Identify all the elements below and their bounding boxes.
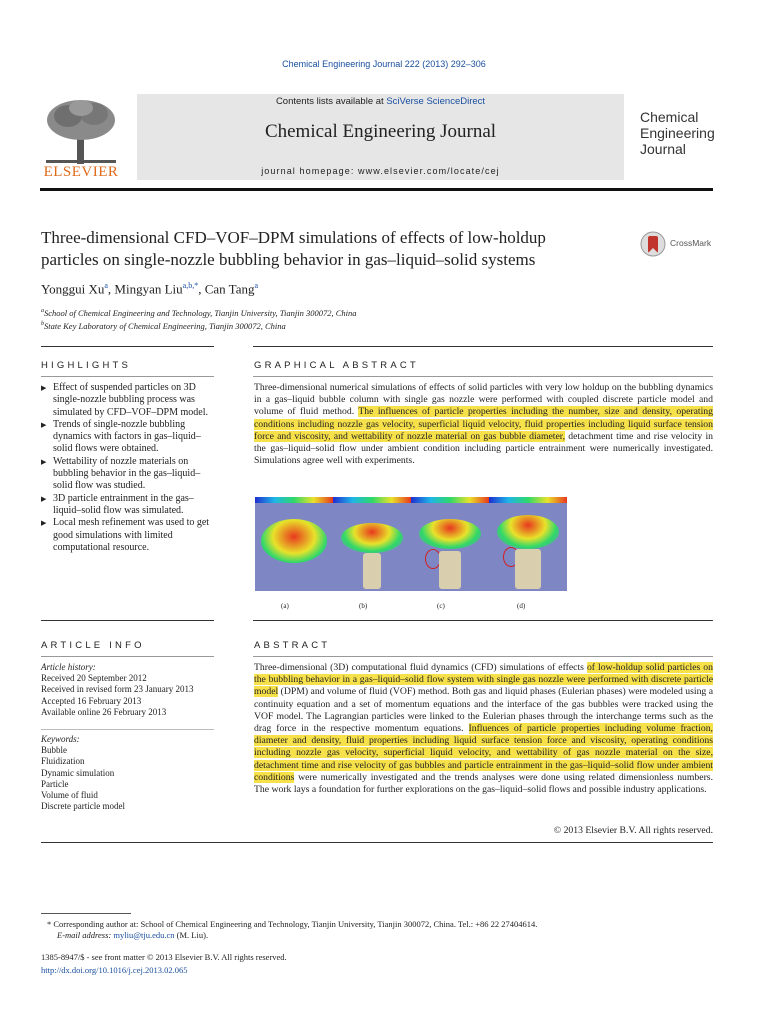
graphical-rule [253, 346, 713, 347]
abstract-heading: ABSTRACT [254, 640, 331, 651]
affiliation: $^a$School of Chemical Engineering and Technology, Tianjin University, Tianjin 300072, China [41, 307, 357, 318]
author-sup: a,b, [182, 281, 195, 290]
publisher-name: ELSEVIER [43, 164, 119, 180]
highlight-item: ▶ Trends of single-nozzle bubbling dynamics with factors in gas–liquid–solid flows were obtained. [41, 419, 219, 456]
highlight-item: ▶ Wettability of nozzle materials on bubbling behavior in the gas–liquid–solid flow was studied. [41, 456, 219, 493]
highlight-item: ▶ Local mesh refinement was used to get good simulations with limited computational resource. [41, 517, 219, 554]
email-label: E-mail address: [57, 930, 112, 940]
author-sup: a [254, 281, 259, 290]
crossmark-label: CrossMark [670, 238, 712, 248]
journal-homepage[interactable]: journal homepage: www.elsevier.com/locate/cej [261, 166, 500, 176]
article-history [41, 662, 193, 718]
author-name[interactable]: Yonggui Xu [41, 281, 105, 297]
journal-logo-line: Journal [640, 141, 686, 157]
highlights-list [41, 382, 219, 554]
title-line-1: Three-dimensional CFD–VOF–DPM simulations of effects of low-holdup [41, 228, 546, 247]
history-label: Article history: [41, 662, 96, 672]
keyword: Discrete particle model [41, 801, 125, 812]
abstract-end-rule [41, 842, 713, 843]
corresponding-star[interactable]: * [194, 281, 199, 290]
footnote-star: * [47, 919, 52, 929]
keyword: Particle [41, 778, 69, 789]
footnote [47, 919, 717, 941]
graphical-subrule [253, 376, 713, 377]
graphical-abstract-text: Three-dimensional numerical simulations of effects of solid particles with very low holdup on the bubbling dynamics in a gas–liquid bubble column with single gas nozzle were performed with coupled discrete particle model and volume of fluid method. The influences of particle properties including the number, size and density, operating conditions including nozzle gas velocity, superficial liquid velocity, fluid properties including liquid surface tension force and viscosity, and wettability of nozzle material on gas bubble diameter, detachment time and rise velocity in the gas–liquid–solid flow under ambient condition including particle entrainment were numerically investigated. Simulations agree well with experiments. [254, 382, 713, 467]
article-info-rule [41, 620, 214, 621]
simulation-panel-d [489, 497, 567, 591]
copyright: © 2013 Elsevier B.V. All rights reserved. [553, 825, 713, 836]
article-info-heading: ARTICLE INFO [41, 640, 145, 651]
highlight-item: ▶ Effect of suspended particles on 3D single-nozzle bubbling process was simulated by CFD–VOF–DPM model. [41, 382, 219, 419]
affiliation: $^b$State Key Laboratory of Chemical Engineering, Tianjin 300072, China [41, 320, 286, 331]
keyword: Dynamic simulation [41, 767, 115, 778]
author-sup: a [104, 281, 108, 290]
footnote-rule [41, 913, 131, 914]
crossmark-icon [640, 230, 666, 258]
journal-reference[interactable]: Chemical Engineering Journal 222 (2013) 292–306 [282, 59, 486, 69]
doi-link[interactable]: http://dx.doi.org/10.1016/j.cej.2013.02.065 [41, 965, 188, 975]
highlighted-text: of low-holdup solid particles on the bubbling behavior in a gas–liquid–solid flow system with single gas nozzle were performed with discrete particle model [254, 662, 713, 698]
authors: Yonggui Xu$^a$, Mingyan Liu$^{a,b,*}$, Can Tang$^a$ [41, 281, 259, 297]
sciencedirect-link[interactable]: SciVerse ScienceDirect [386, 96, 486, 107]
elsevier-tree-icon [40, 96, 122, 166]
panel-label: (c) [437, 602, 445, 610]
history-item: Received 20 September 2012 [41, 673, 147, 684]
contents-line [137, 96, 624, 107]
keyword: Bubble [41, 745, 67, 756]
panel-label: (b) [359, 602, 368, 610]
elsevier-logo [40, 96, 122, 178]
email-link[interactable]: myliu@tju.edu.cn [113, 930, 175, 940]
issn-line: 1385-8947/$ - see front matter © 2013 Elsevier B.V. All rights reserved. [41, 952, 287, 962]
panel-label: (a) [281, 602, 289, 610]
abstract-text: Three-dimensional (3D) computational fluid dynamics (CFD) simulations of effects of low-holdup solid particles on the bubbling behavior in a gas–liquid–solid flow system with single gas nozzle were performed with discrete particle model (DPM) and volume of fluid (VOF) method. Both gas and liquid phases (Eulerian phases) were modeled using a continuity equation and a set of momentum equations and the interface of the gas bubbles were tracked using the VOF model. The Lagrangian particles were linked to the Eulerian phases through the interchange terms such as the drag force in the respective momentum equations. Influences of particle properties including volume fraction, diameter and density, fluid properties including liquid surface tension force and viscosity, operating conditions including nozzle gas velocity, superficial liquid velocity, and wettability of gas nozzle material on the size, detachment time and rise velocity of gas bubbles and particle entrainment in the gas–liquid–solid flow under ambient conditions were numerically investigated and the trends analyses were done using related dimensionless numbers. The work lays a foundation for further explorations on the gas–liquid–solid flows and possible industry applications. [254, 662, 713, 796]
keyword: Fluidization [41, 756, 85, 767]
simulation-panel-c [411, 497, 489, 591]
keyword: Volume of fluid [41, 790, 98, 801]
simulation-panel-b [333, 497, 411, 591]
highlights-subrule [41, 376, 214, 377]
contents-prefix: Contents lists available at [275, 96, 387, 107]
footnote-text: Corresponding author at: School of Chemical Engineering and Technology, Tianjin University, Tianjin 300072, China. Tel.: +86 22 27404614. [53, 919, 538, 929]
journal-logo-line: Chemical [640, 109, 699, 125]
article-info-subrule [41, 656, 214, 657]
graphical-abstract-figure [255, 497, 567, 597]
crossmark-badge[interactable] [640, 230, 720, 260]
keywords-label: Keywords: [41, 734, 80, 744]
highlights-rule [41, 346, 214, 347]
panel-label: (d) [517, 602, 526, 610]
keywords [41, 734, 125, 812]
highlighted-text: The influences of particle properties including the number, size and density, operating conditions including nozzle gas velocity, superficial liquid velocity, fluid properties including liquid surface tension force and viscosity, and wettability of nozzle material on gas bubble diameter, [254, 406, 713, 442]
header-rule [40, 188, 713, 191]
abstract-subrule [253, 656, 713, 657]
article-title [41, 227, 631, 271]
highlighted-text: Influences of particle properties including volume fraction, diameter and density, fluid properties including liquid surface tension force and viscosity, operating conditions including nozzle gas velocity, superficial liquid velocity, and wettability of gas nozzle material on the size, detachment time and rise velocity of gas bubbles and particle entrainment in the gas–liquid–solid flow under ambient conditions [254, 723, 713, 783]
highlights-heading: HIGHLIGHTS [41, 360, 132, 371]
history-item: Received in revised form 23 January 2013 [41, 684, 194, 695]
author-name[interactable]: Mingyan Liu [114, 281, 183, 297]
simulation-panel-a [255, 497, 333, 591]
history-item: Available online 26 February 2013 [41, 706, 167, 717]
abstract-rule [253, 620, 713, 621]
history-item: Accepted 16 February 2013 [41, 695, 142, 706]
keywords-rule [41, 729, 214, 730]
affiliations [41, 306, 357, 332]
author-name[interactable]: Can Tang [204, 281, 255, 297]
journal-name: Chemical Engineering Journal [264, 121, 497, 142]
highlight-item: ▶ 3D particle entrainment in the gas–liquid–solid flow was simulated. [41, 493, 219, 518]
email-suffix: (M. Liu). [174, 930, 209, 940]
title-line-2: particles on single-nozzle bubbling behavior in gas–liquid–solid systems [41, 250, 536, 269]
graphical-abstract-heading: GRAPHICAL ABSTRACT [254, 360, 419, 371]
journal-logo [640, 109, 715, 157]
journal-logo-line: Engineering [640, 125, 715, 141]
